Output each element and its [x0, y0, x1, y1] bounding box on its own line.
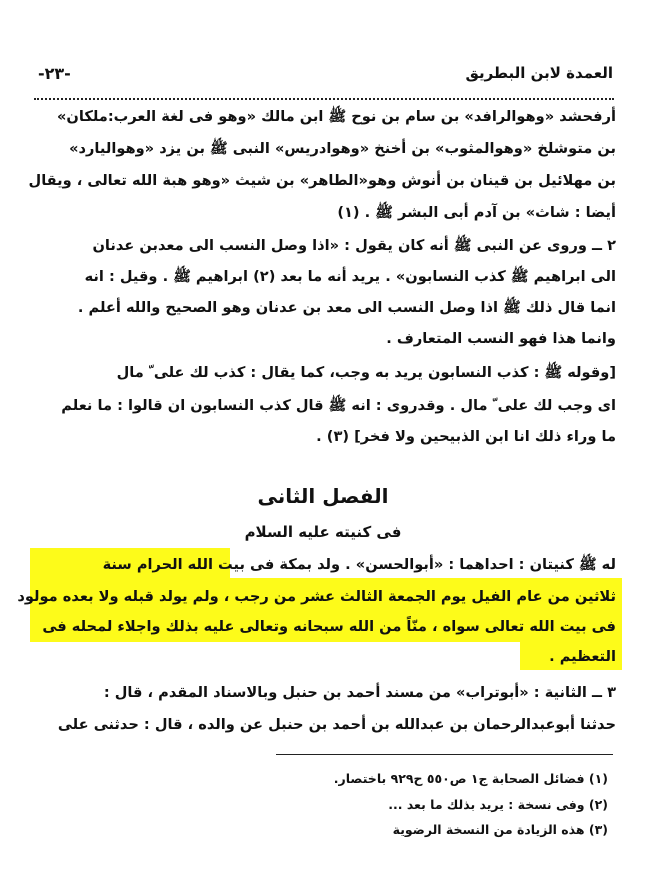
text-line: بن مهلائيل بن قينان بن أنوش وهو«الطاهر» بن شيث «وهو هبة الله تعالى ، ويقال	[28, 172, 616, 189]
text-line: ٢ ــ وروى عن النبى ﷺ أنه كان يقول : «اذا وصل النسب الى معدبن عدنان	[92, 237, 616, 254]
header-divider	[34, 98, 614, 100]
footnote: (٣) هذه الزيادة من النسخة الرضوية	[392, 822, 608, 837]
page-number: -٢٣-	[38, 64, 71, 83]
footnote: (١) فضائل الصحابة ج١ ص٥٥٠ ح٩٢٩ باختصار.	[333, 771, 608, 786]
text-line: أيضا : شاث» بن آدم أبى البشر ﷺ . (١)	[337, 204, 616, 221]
text-line: ٣ ــ الثانية : «أبوتراب» من مسند أحمد بن حنبل وبالاسناد المقدم ، قال :	[103, 684, 616, 701]
page-header	[38, 64, 613, 88]
chapter-title: الفصل الثانى	[257, 484, 389, 508]
footnote-divider	[276, 754, 613, 755]
text-line: ثلاثين من عام الفيل يوم الجمعة الثالث عشر من رجب ، ولم يولد قبله ولا بعده مولود	[17, 588, 616, 605]
text-line: الى ابراهيم ﷺ كذب النسابون» . يريد أنه ما بعد (٢) ابراهيم ﷺ . وقيل : انه	[84, 268, 616, 285]
text-line: اى وجب لك على ّ مال . وقدروى : انه ﷺ قال كذب النسابون ان قالوا : ما نعلم	[61, 397, 616, 414]
text-line: فى بيت الله تعالى سواه ، منّاً من الله سبحانه وتعالى عليه بذلك واجلاء لمحله فى	[42, 618, 616, 635]
text-line: انما قال ذلك ﷺ اذا وصل النسب الى معد بن عدنان وهو الصحيح والله أعلم .	[77, 299, 616, 316]
text-line: التعظيم .	[549, 648, 616, 665]
text-line: بن متوشلخ «وهوالمثوب» بن أخنخ «وهوادريس» النبى ﷺ بن يزد «وهواليارد»	[69, 140, 616, 157]
chapter-subtitle: فى كنيته عليه السلام	[244, 523, 402, 541]
text-line: وانما هذا فهو النسب المتعارف .	[386, 330, 616, 347]
text-line: حدثنا أبوعبدالرحمان بن عبدالله بن أحمد بن حنبل عن والده ، قال : حدثنى على	[57, 716, 616, 733]
text-line: ما وراء ذلك انا ابن الذبيحين ولا فخر] (٣) .	[316, 428, 616, 445]
footnote: (٢) وفى نسخة : يريد بذلك ما بعد ...	[388, 797, 608, 812]
text-line: له ﷺ كنيتان : احداهما : «أبوالحسن» . ولد بمكة فى بيت الله الحرام سنة	[102, 556, 616, 573]
text-line: [وقوله ﷺ : كذب النسابون يريد به وجب، كما يقال : كذب لك على ّ مال	[116, 364, 616, 381]
text-line: أرفحشد «وهوالرافد» بن سام بن نوح ﷺ ابن مالك «وهو فى لغة العرب:ملكان»	[57, 108, 616, 125]
running-title: العمدة لابن البطريق	[465, 64, 613, 82]
